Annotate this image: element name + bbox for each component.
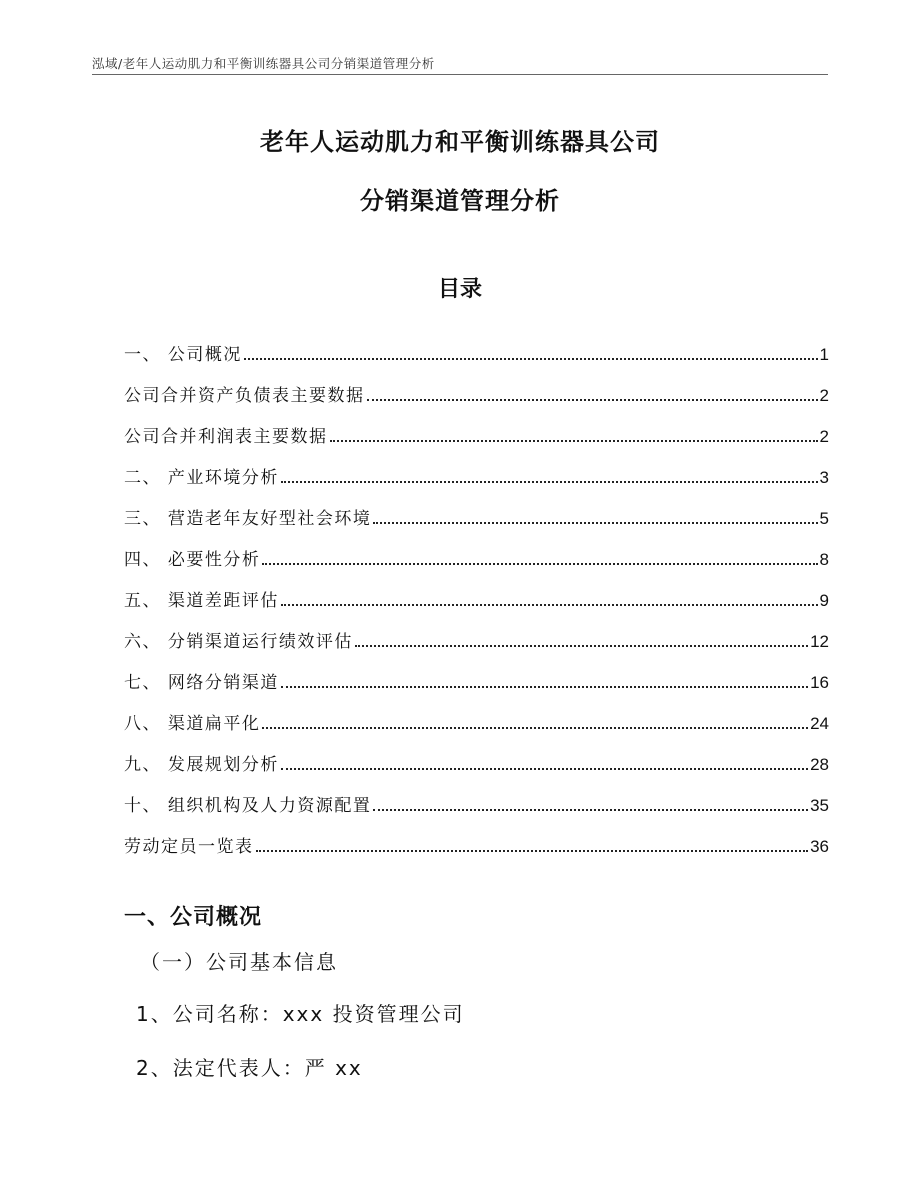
toc-entry-staffing-table[interactable] [124,816,829,857]
company-name-line: 1、公司名称：xxx 投资管理公司 [136,1002,465,1026]
running-header: 泓域/老年人运动肌力和平衡训练器具公司分销渠道管理分析 [92,56,435,71]
document-title-line-2: 分销渠道管理分析 [360,187,560,215]
toc-entry-label: 公司合并利润表主要数据 [124,427,328,447]
toc-entry-development-plan[interactable] [124,734,829,775]
toc-entry-necessity[interactable] [124,529,829,570]
toc-entry-label: 一、 公司概况 [124,345,242,365]
toc-entry-label: 三、 营造老年友好型社会环境 [124,509,372,529]
toc-entry-balance-sheet[interactable] [124,365,829,406]
toc-entry-label: 六、 分销渠道运行绩效评估 [124,632,353,652]
toc-leader-dots [367,399,818,401]
toc-entry-page: 16 [810,673,829,692]
toc-entry-label: 十、 组织机构及人力资源配置 [124,796,372,816]
toc-leader-dots [244,358,818,360]
header-divider [92,74,828,75]
toc-entry-page: 28 [810,755,829,774]
toc-entry-label: 二、 产业环境分析 [124,468,279,488]
toc-leader-dots [373,522,817,524]
toc-leader-dots [281,604,818,606]
toc-entry-elder-friendly[interactable] [124,488,829,529]
toc-entry-label: 劳动定员一览表 [124,837,254,857]
legal-representative-line: 2、法定代表人：严 xx [136,1056,363,1080]
toc-entry-label: 五、 渠道差距评估 [124,591,279,611]
toc-entry-page: 5 [819,509,829,528]
toc-leader-dots [281,481,818,483]
toc-entry-channel-performance[interactable] [124,611,829,652]
section-heading-company-overview: 一、公司概况 [124,905,263,930]
toc-entry-page: 1 [819,345,829,364]
toc-leader-dots [281,768,808,770]
document-title-line-1: 老年人运动肌力和平衡训练器具公司 [260,128,660,156]
toc-entry-label: 公司合并资产负债表主要数据 [124,386,365,406]
toc-entry-page: 3 [819,468,829,487]
toc-heading: 目录 [437,277,482,302]
toc-entry-channel-flattening[interactable] [124,693,829,734]
toc-leader-dots [281,686,808,688]
toc-entry-income-statement[interactable] [124,406,829,447]
toc-leader-dots [256,850,809,852]
toc-entry-industry-analysis[interactable] [124,447,829,488]
subsection-heading-basic-info: （一）公司基本信息 [140,950,338,974]
toc-entry-label: 八、 渠道扁平化 [124,714,261,734]
toc-leader-dots [262,727,808,729]
toc-entry-page: 2 [819,427,829,446]
toc-entry-page: 35 [810,796,829,815]
toc-entry-label: 四、 必要性分析 [124,550,261,570]
toc-leader-dots [355,645,808,647]
toc-entry-page: 8 [819,550,829,569]
toc-leader-dots [330,440,818,442]
toc-entry-company-overview[interactable] [124,324,829,365]
toc-entry-page: 9 [819,591,829,610]
toc-entry-page: 12 [810,632,829,651]
toc-leader-dots [373,809,808,811]
toc-entry-label: 九、 发展规划分析 [124,755,279,775]
toc-entry-page: 2 [819,386,829,405]
toc-entry-network-channel[interactable] [124,652,829,693]
toc-entry-channel-gap[interactable] [124,570,829,611]
toc-entry-page: 36 [810,837,829,856]
toc-entry-page: 24 [810,714,829,733]
toc-entry-label: 七、 网络分销渠道 [124,673,279,693]
toc-leader-dots [262,563,817,565]
table-of-contents [124,324,829,857]
toc-entry-organization-hr[interactable] [124,775,829,816]
